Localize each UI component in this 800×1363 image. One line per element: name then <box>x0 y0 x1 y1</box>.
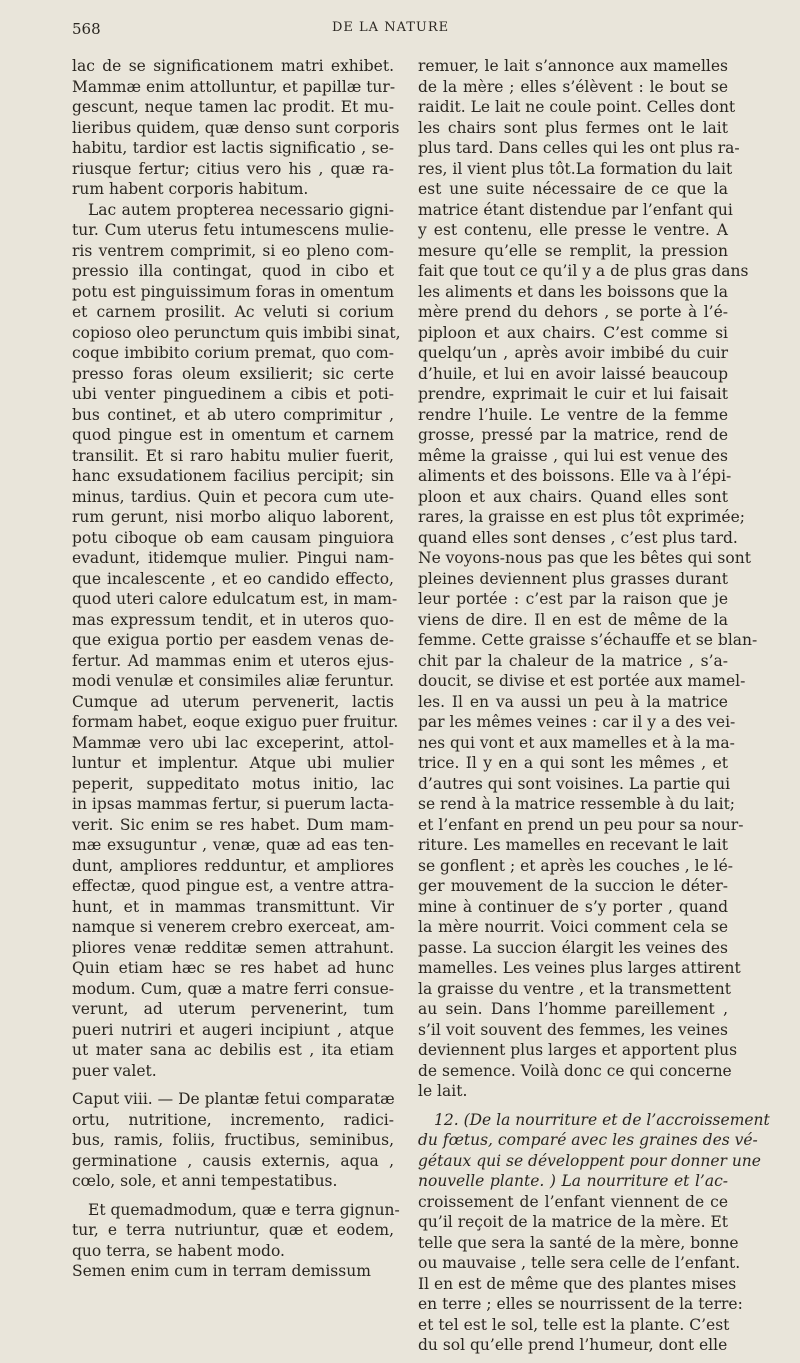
text-line: Et quemadmodum, quæ e terra gignun- <box>88 1200 400 1219</box>
text-line: nes qui vont et aux mamelles et à la ma- <box>418 733 735 752</box>
text-line: le lait. <box>418 1082 468 1100</box>
text-line: hanc exsudationem facilius percipit; sin <box>72 467 394 485</box>
text-line: pueri nutriri et augeri incipiunt , atque <box>72 1020 394 1039</box>
text-line: s’il voit souvent des femmes, les veines <box>418 1020 728 1039</box>
text-line: par les mêmes veines : car il y a des vei- <box>418 713 736 731</box>
text-line: Ne voyons-nous pas que les bêtes qui sont <box>418 549 751 567</box>
text-line: et l’enfant en prend un peu pour sa nour- <box>418 815 744 834</box>
text-line: Mammæ enim attolluntur, et papillæ tur- <box>72 77 396 96</box>
text-line: luntur et implentur. Atque ubi mulier <box>72 754 394 772</box>
text-line: y est contenu, elle presse le ventre. A <box>418 221 728 239</box>
text-line: effectæ, quod pingue est, a ventre attra- <box>72 877 394 895</box>
text-line: rares, la graisse en est plus tôt exprimée; <box>418 508 745 526</box>
text-line: est une suite nécessaire de ce que la <box>418 180 728 198</box>
text-line: mæ exsuguntur , venæ, quæ ad eas ten- <box>72 836 394 854</box>
text-line: transilit. Et si raro habitu mulier fuerit, <box>72 446 394 465</box>
page-number: 568 <box>72 20 101 38</box>
text-line: cœlo, sole, et anni tempestatibus. <box>72 1172 338 1190</box>
text-line: la graisse du ventre , et la transmettent <box>418 979 731 998</box>
text-line: nouvelle plante. ) La nourriture et l’ac- <box>418 1172 728 1190</box>
text-line: Lac autem propterea necessario gigni- <box>88 200 394 219</box>
text-line: riusque fertur; citius vero his , quæ ra- <box>72 159 394 178</box>
text-line: au sein. Dans l’homme pareillement , <box>418 1000 728 1018</box>
text-line: germinatione , causis externis, aqua , <box>72 1151 394 1170</box>
text-line: rendre l’huile. Le ventre de la femme <box>418 405 728 424</box>
text-line: et tel est le sol, telle est la plante. C’est <box>418 1315 730 1334</box>
text-line: la mère nourrit. Voici comment cela se <box>418 918 728 936</box>
text-line: plus tard. Dans celles qui les ont plus ra- <box>418 139 740 157</box>
text-line: potu est pinguissimum foras in omentum <box>72 282 395 301</box>
text-line: hunt, et in mammas transmittunt. Vir <box>72 897 394 916</box>
text-line: les. Il en va aussi un peu à la matrice <box>418 692 728 711</box>
text-line: Quin etiam hæc se res habet ad hunc <box>72 959 394 977</box>
text-line: quo terra, se habent modo. <box>72 1241 285 1260</box>
text-line: presso foras oleum exsilierit; sic certe <box>72 364 394 383</box>
text-line: modum. Cum, quæ a matre ferri consue- <box>72 979 394 998</box>
text-line: ortu, nutritione, incremento, radici- <box>72 1110 394 1129</box>
text-line: du sol qu’elle prend l’humeur, dont elle <box>418 1336 728 1354</box>
text-line: Cumque ad uterum pervenerit, lactis <box>72 692 394 711</box>
french-text-column <box>418 56 770 1356</box>
text-line: ut mater sana ac debilis est , ita etiam <box>72 1041 394 1059</box>
text-line: deviennent plus larges et apportent plus <box>418 1041 738 1059</box>
text-line: les chairs sont plus fermes ont le lait <box>418 118 728 137</box>
text-line: peperit, suppeditato motus initio, lac <box>72 774 394 793</box>
text-line: Semen enim cum in terram demissum <box>72 1262 371 1280</box>
text-line: passe. La succion élargit les veines des <box>418 938 728 957</box>
paragraph-gap <box>418 1102 728 1110</box>
running-head: DE LA NATURE <box>332 20 450 35</box>
text-line: doucit, se divise et est portée aux mamel- <box>418 672 746 690</box>
latin-text-column <box>72 56 401 1282</box>
text-line: ris ventrem comprimit, si eo pleno com- <box>72 241 394 260</box>
text-line: telle que sera la santé de la mère, bonne <box>418 1233 739 1252</box>
text-line: quand elles sont denses , c’est plus tard. <box>418 528 738 547</box>
page-header <box>72 20 700 44</box>
text-line: tur. Cum uterus fetu intumescens mulie- <box>72 221 394 239</box>
text-line: formam habet, eoque exiguo puer fruitur. <box>72 713 399 731</box>
text-line: coque imbibito corium premat, quo com- <box>72 344 394 362</box>
text-line: d’huile, et lui en avoir laissé beaucoup <box>418 364 728 383</box>
text-line: mère prend du dehors , se porte à l’é- <box>418 303 728 321</box>
text-line: quod uteri calore edulcatum est, in mam- <box>72 590 398 608</box>
text-line: namque si venerem crebro exerceat, am- <box>72 918 395 936</box>
text-line: tur, e terra nutriuntur, quæ et eodem, <box>72 1221 394 1239</box>
text-line: lac de se significationem matri exhibet. <box>72 57 394 75</box>
text-line: fait que tout ce qu’il y a de plus gras dans <box>418 262 749 280</box>
text-line: potu ciboque ob eam causam pinguiora <box>72 528 394 547</box>
text-line: bus, ramis, foliis, fructibus, seminibus, <box>72 1131 394 1149</box>
text-line: in ipsas mammas fertur, si puerum lacta- <box>72 795 394 813</box>
text-line: femme. Cette graisse s’échauffe et se blan- <box>418 631 758 649</box>
text-line: mine à continuer de s’y porter , quand <box>418 897 728 916</box>
text-line: fertur. Ad mammas enim et uteros ejus- <box>72 651 394 670</box>
text-line: viens de dire. Il en est de même de la <box>418 610 728 629</box>
text-line: verit. Sic enim se res habet. Dum mam- <box>72 815 394 834</box>
text-line: pleines deviennent plus grasses durant <box>418 569 728 588</box>
text-line: du fœtus, comparé avec les graines des vé- <box>418 1131 758 1149</box>
text-line: mesure qu’elle se remplit, la pression <box>418 241 728 260</box>
text-line: habitu, tardior est lactis significatio , se- <box>72 139 394 157</box>
text-line: pliores venæ redditæ semen attrahunt. <box>72 938 394 957</box>
text-line: qu’il reçoit de la matrice de la mère. Et <box>418 1213 728 1231</box>
text-line: croissement de l’enfant viennent de ce <box>418 1192 728 1211</box>
text-line: ubi venter pinguedinem a cibis et poti- <box>72 385 394 403</box>
text-line: puer valet. <box>72 1061 157 1080</box>
text-line: gétaux qui se développent pour donner une <box>418 1151 761 1170</box>
text-line: pressio illa contingat, quod in cibo et <box>72 262 394 280</box>
text-line: que exigua portio per easdem venas de- <box>72 631 394 649</box>
text-line: de semence. Voilà donc ce qui concerne <box>418 1061 732 1080</box>
text-line: et carnem prosilit. Ac veluti si corium <box>72 303 394 321</box>
text-line: prendre, exprimait le cuir et lui faisait <box>418 385 728 403</box>
text-line: d’autres qui sont voisines. La partie qui <box>418 774 731 793</box>
text-line: gescunt, neque tamen lac prodit. Et mu- <box>72 98 394 116</box>
text-line: chit par la chaleur de la matrice , s’a- <box>418 651 728 670</box>
text-line: evadunt, itidemque mulier. Pingui nam- <box>72 549 394 567</box>
text-line: res, il vient plus tôt.La formation du lait <box>418 159 733 178</box>
text-line: les aliments et dans les boissons que la <box>418 282 728 301</box>
text-line: se rend à la matrice ressemble à du lait; <box>418 795 736 813</box>
text-line: dunt, ampliores redduntur, et ampliores <box>72 856 394 875</box>
text-line: copioso oleo perunctum quis imbibi sinat, <box>72 323 401 342</box>
text-line: raidit. Le lait ne coule point. Celles dont <box>418 98 736 116</box>
text-line: ger mouvement de la succion le déter- <box>418 877 728 895</box>
text-line: Mammæ vero ubi lac exceperint, attol- <box>72 733 394 752</box>
paragraph-gap <box>72 1081 394 1089</box>
text-line: modi venulæ et consimiles aliæ feruntur. <box>72 672 394 690</box>
text-line: 12. (De la nourriture et de l’accroissement <box>434 1110 770 1129</box>
text-line: leur portée : c’est par la raison que je <box>418 590 728 608</box>
text-line: minus, tardius. Quin et pecora cum ute- <box>72 487 394 506</box>
paragraph-gap <box>72 1192 394 1200</box>
text-line: mas expressum tendit, et in uteros quo- <box>72 610 394 629</box>
text-line: piploon et aux chairs. C’est comme si <box>418 323 728 342</box>
text-line: que incalescente , et eo candido effecto, <box>72 569 394 588</box>
text-line: de la mère ; elles s’élèvent : le bout se <box>418 77 728 96</box>
text-line: grosse, pressé par la matrice, rend de <box>418 426 728 444</box>
text-line: Caput viii. — De plantæ fetui comparatæ <box>72 1090 395 1108</box>
text-line: ou mauvaise , telle sera celle de l’enfant. <box>418 1254 741 1272</box>
text-line: lieribus quidem, quæ denso sunt corporis <box>72 118 400 137</box>
text-line: ploon et aux chairs. Quand elles sont <box>418 487 728 506</box>
text-line: remuer, le lait s’annonce aux mamelles <box>418 57 728 75</box>
text-line: riture. Les mamelles en recevant le lait <box>418 836 728 854</box>
text-line: rum gerunt, nisi morbo aliquo laborent, <box>72 508 394 526</box>
text-line: quelqu’un , après avoir imbibé du cuir <box>418 344 728 362</box>
text-line: même la graisse , qui lui est venue des <box>418 446 728 465</box>
text-line: aliments et des boissons. Elle va à l’épi- <box>418 467 732 485</box>
text-line: rum habent corporis habitum. <box>72 180 309 198</box>
text-line: trice. Il y en a qui sont les mêmes , et <box>418 754 728 772</box>
text-line: quod pingue est in omentum et carnem <box>72 426 394 444</box>
text-line: bus continet, et ab utero comprimitur , <box>72 405 394 424</box>
text-line: Il en est de même que des plantes mises <box>418 1274 737 1293</box>
text-line: se gonflent ; et après les couches , le lé- <box>418 856 734 875</box>
text-line: mamelles. Les veines plus larges attirent <box>418 959 741 977</box>
text-line: en terre ; elles se nourrissent de la terre: <box>418 1295 743 1313</box>
text-line: verunt, ad uterum pervenerint, tum <box>72 1000 394 1018</box>
text-line: matrice étant distendue par l’enfant qui <box>418 200 733 219</box>
